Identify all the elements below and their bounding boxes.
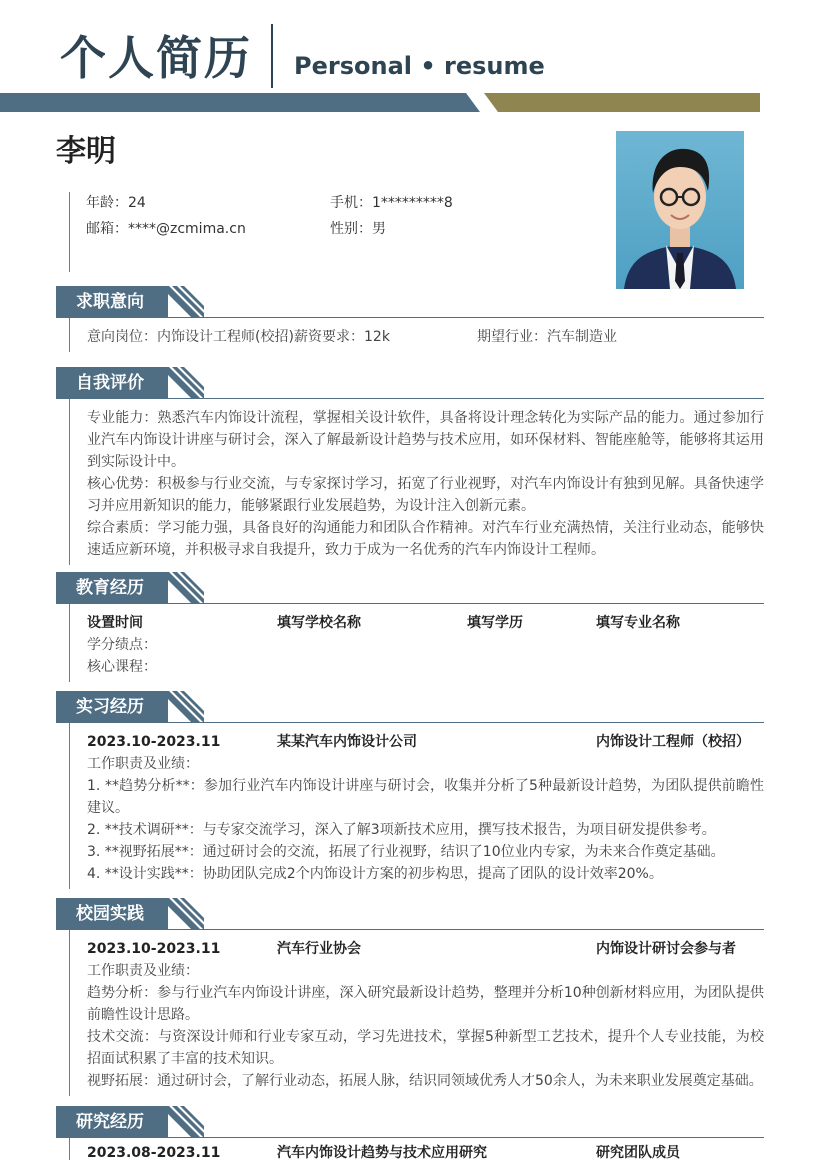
internship-time: 2023.10-2023.11: [87, 734, 221, 750]
age-label: 年龄：: [86, 195, 128, 211]
education-degree: 填写学历: [467, 615, 523, 631]
profile-photo: [616, 131, 744, 289]
header-band-blue: [0, 93, 480, 112]
education-courses: 核心课程：: [87, 659, 157, 675]
education-major: 填写专业名称: [596, 615, 680, 631]
research-header-row: [87, 1142, 764, 1160]
section-body: [69, 723, 764, 889]
section-header: [56, 898, 764, 930]
expected-industry: 期望行业：汽车制造业: [477, 329, 617, 345]
age-value: 24: [128, 195, 146, 211]
stripes-decoration-icon: [160, 572, 204, 604]
section-title: 求职意向: [56, 286, 168, 318]
education-header-row: [87, 612, 764, 634]
header-band-gold: [484, 93, 760, 112]
internship-item: 1. **趋势分析**：参加行业汽车内饰设计讲座与研讨会，收集并分析了5种最新设计趋势，为团队提供前瞻性建议。: [87, 778, 764, 816]
section-body: [69, 1138, 764, 1160]
phone-field: [330, 193, 453, 213]
gender-value: 男: [372, 221, 386, 237]
person-portrait-icon: [616, 131, 744, 289]
campus-org: 汽车行业协会: [277, 941, 361, 957]
campus-role: 内饰设计研讨会参与者: [596, 941, 736, 957]
section-education: [56, 572, 764, 682]
research-time: 2023.08-2023.11: [87, 1145, 221, 1160]
section-header: [56, 367, 764, 399]
gender-label: 性别：: [330, 221, 372, 237]
research-project: 汽车内饰设计趋势与技术应用研究: [277, 1145, 487, 1160]
section-title: 校园实践: [56, 898, 168, 930]
age-field: [86, 193, 146, 213]
campus-time: 2023.10-2023.11: [87, 941, 221, 957]
section-title: 实习经历: [56, 691, 168, 723]
section-title: 研究经历: [56, 1106, 168, 1138]
education-time: 设置时间: [87, 615, 143, 631]
campus-item: 技术交流：与资深设计师和行业专家互动，学习先进技术，掌握5种新型工艺技术，提升个人专业技能，为校招面试积累了丰富的技术知识。: [87, 1029, 764, 1067]
email-field: [86, 219, 246, 239]
internship-company: 某某汽车内饰设计公司: [277, 734, 417, 750]
section-header: [56, 1106, 764, 1138]
section-header: [56, 691, 764, 723]
stripes-decoration-icon: [160, 286, 204, 318]
section-header: [56, 572, 764, 604]
info-divider: [69, 192, 70, 272]
section-title: 自我评价: [56, 367, 168, 399]
research-role: 研究团队成员: [596, 1145, 680, 1160]
internship-item: 3. **视野拓展**：通过研讨会的交流，拓展了行业视野，结识了10位业内专家，为未来合作奠定基础。: [87, 844, 725, 860]
self-eval-paragraph: 核心优势：积极参与行业交流，与专家探讨学习，拓宽了行业视野，对汽车内饰设计有独到见解。具备快速学习并应用新知识的能力，能够紧跟行业发展趋势，为设计注入创新元素。: [87, 476, 764, 514]
candidate-name: 李明: [56, 134, 116, 169]
section-title: 教育经历: [56, 572, 168, 604]
internship-item: 2. **技术调研**：与专家交流学习，深入了解3项新技术应用，撰写技术报告，为项目研发提供参考。: [87, 822, 716, 838]
section-job-intent: [56, 286, 764, 352]
education-gpa: 学分绩点：: [87, 637, 157, 653]
phone-label: 手机：: [330, 195, 372, 211]
campus-item: 视野拓展：通过研讨会，了解行业动态，拓展人脉，结识同领域优秀人才50余人，为未来职业发展奠定基础。: [87, 1073, 763, 1089]
gender-field: [330, 219, 386, 239]
section-internship: [56, 691, 764, 889]
education-school: 填写学校名称: [277, 615, 361, 631]
self-eval-paragraph: 综合素质：学习能力强，具备良好的沟通能力和团队合作精神。对汽车行业充满热情，关注行业动态，能够快速适应新环境，并积极寻求自我提升，致力于成为一名优秀的汽车内饰设计工程师。: [87, 520, 764, 558]
stripes-decoration-icon: [160, 1106, 204, 1138]
job-intent-row: [87, 326, 764, 348]
section-body: [69, 318, 764, 352]
internship-header-row: [87, 731, 764, 753]
resume-header: [0, 0, 820, 112]
salary-expectation: 薪资要求：12k: [294, 329, 390, 345]
section-self-evaluation: [56, 367, 764, 565]
resume-title-cn: 个人简历: [60, 31, 252, 85]
section-header: [56, 286, 764, 318]
intended-position: 意向岗位：内饰设计工程师(校招): [87, 329, 294, 345]
title-divider: [271, 24, 273, 88]
section-campus-practice: [56, 898, 764, 1096]
internship-item: 4. **设计实践**：协助团队完成2个内饰设计方案的初步构思，提高了团队的设计效率20%。: [87, 866, 663, 882]
section-body: [69, 930, 764, 1096]
duty-label: 工作职责及业绩：: [87, 963, 199, 979]
section-body: [69, 399, 764, 565]
email-label: 邮箱：: [86, 221, 128, 237]
stripes-decoration-icon: [160, 691, 204, 723]
campus-header-row: [87, 938, 764, 960]
section-research: [56, 1106, 764, 1160]
phone-value: 1*********8: [372, 195, 453, 211]
section-body: [69, 604, 764, 682]
resume-title-en: Personal • resume: [294, 52, 545, 80]
campus-item: 趋势分析：参与行业汽车内饰设计讲座，深入研究最新设计趋势，整理并分析10种创新材料应用，为团队提供前瞻性设计思路。: [87, 985, 764, 1023]
duty-label: 工作职责及业绩：: [87, 756, 199, 772]
internship-role: 内饰设计工程师（校招）: [596, 734, 750, 750]
self-eval-paragraph: 专业能力：熟悉汽车内饰设计流程，掌握相关设计软件，具备将设计理念转化为实际产品的能力。通过参加行业汽车内饰设计讲座与研讨会，深入了解最新设计趋势与技术应用，如环保材料、智能座舱等，能够将其运用到实际设计中。: [87, 410, 764, 470]
stripes-decoration-icon: [160, 898, 204, 930]
stripes-decoration-icon: [160, 367, 204, 399]
email-value: ****@zcmima.cn: [128, 221, 246, 237]
